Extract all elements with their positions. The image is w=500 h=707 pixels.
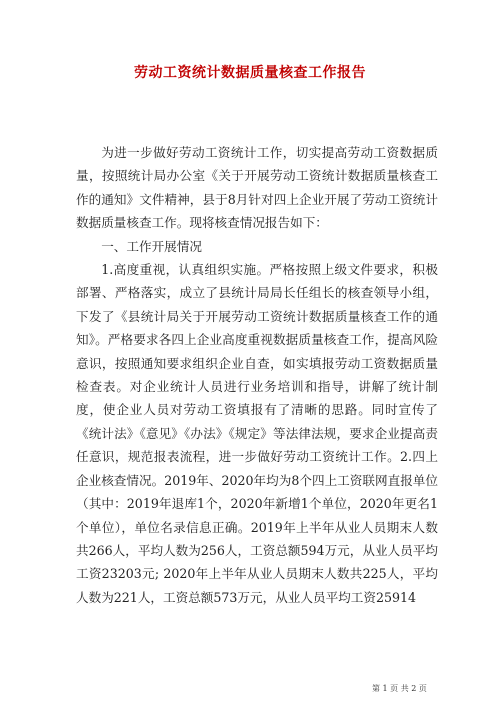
intro-paragraph: 为进一步做好劳动工资统计工作，切实提高劳动工资数据质量，按照统计局办公室《关于开展劳动工资统计数据质量核查工作的通知》文件精神，县于8月针对四上企业开展了劳动工资统计数据质量核查工作。现将核查情况报告如下：	[76, 145, 438, 231]
page-number: 第 1 页 共 2 页	[372, 684, 427, 693]
body-paragraph: 1.高度重视，认真组织实施。严格按照上级文件要求，积极部署、严格落实，成立了县统计局局长任组长的核查领导小组，下发了《县统计局关于开展劳动工资统计数据质量核查工作的通知》。严格要求各四上企业高度重视数据质量核查工作，提高风险意识，按照通知要求组织企业自查，如实填报劳动工资数据质量检查表。对企业统计人员进行业务培训和指导，讲解了统计制度，使企业人员对劳动工资填报有了清晰的思路。同时宣传了《统计法》《意见》《办法》《规定》等法律法规，要求企业提高责任意识，规范报表流程，进一步做好劳动工资统计工作。2.四上企业核查情况。2019年、2020年均为8个四上工资联网直报单位（其中：2019年退库1个，2020年新增1个单位，2020年更名1个单位），单位名录信息正确。2019年上半年从业人员期末人数共266人，平均人数为256人，工资总额594万元，从业人员平均工资23203元; 2020年上半年从业人员期末人数共225人，平均人数为221人，工资总额573万元，从业人员平均工资25914	[76, 262, 438, 605]
document-title: 劳动工资统计数据质量核查工作报告	[134, 65, 366, 81]
document-body	[76, 141, 438, 609]
section-heading: 一、工作开展情况	[101, 238, 202, 254]
